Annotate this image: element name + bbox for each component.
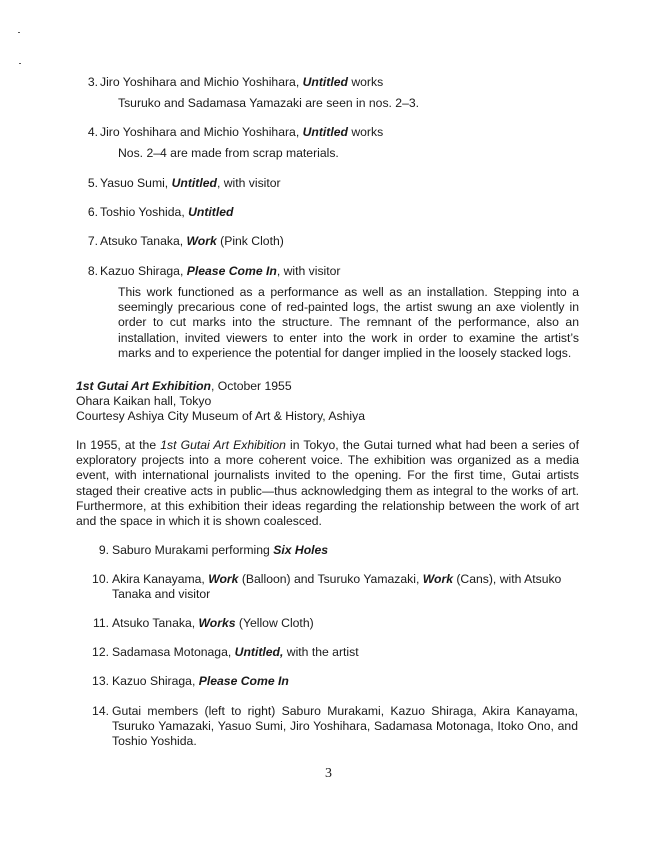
item-artist: Yasuo Sumi, — [100, 176, 172, 190]
item-suffix: (Pink Cloth) — [216, 234, 284, 248]
item-artist: Jiro Yoshihara and Michio Yoshihara, — [100, 125, 303, 139]
exhibition-header — [76, 379, 579, 425]
list-item-7 — [87, 234, 580, 249]
item-artist: Toshio Yoshida, — [100, 205, 189, 219]
list-item-10 — [92, 572, 578, 602]
list-item-8 — [87, 264, 580, 279]
item-title: Untitled — [188, 205, 234, 219]
list-item-13 — [92, 674, 578, 689]
scan-speck — [18, 32, 20, 33]
item-number: 10. — [92, 572, 109, 586]
item-suffix: , with visitor — [216, 176, 281, 190]
item-artist: Atsuko Tanaka, — [112, 616, 199, 630]
item-title: Work — [186, 234, 217, 248]
item-number: 3. — [87, 75, 98, 89]
list-item-12 — [92, 645, 578, 660]
item-4-note: Nos. 2–4 are made from scrap materials. — [118, 146, 339, 160]
exhibition-venue: Ohara Kaikan hall, Tokyo — [76, 394, 212, 409]
item-title: Work — [208, 572, 239, 586]
item-title-2: Work — [422, 572, 453, 586]
item-artist: Kazuo Shiraga, — [112, 674, 199, 688]
item-title: Untitled — [302, 125, 348, 139]
item-title: Untitled — [171, 176, 217, 190]
item-number: 8. — [87, 264, 98, 278]
item-number: 14. — [92, 704, 109, 718]
exhibition-title-line — [76, 379, 579, 394]
list-item-5 — [87, 176, 580, 191]
item-title: Please Come In — [186, 264, 277, 278]
intro-exhibition-title: 1st Gutai Art Exhibition — [160, 438, 286, 452]
item-artist: Kazuo Shiraga, — [100, 264, 187, 278]
item-suffix: , with visitor — [276, 264, 341, 278]
list-item-11 — [92, 616, 578, 631]
item-3-note: Tsuruko and Sadamasa Yamazaki are seen in nos. 2–3. — [118, 96, 420, 110]
exhibition-title: 1st Gutai Art Exhibition — [76, 379, 211, 393]
item-artist: Atsuko Tanaka, — [100, 234, 187, 248]
item-artist: Akira Kanayama, — [112, 572, 209, 586]
page-number: 3 — [325, 766, 332, 781]
item-title: Please Come In — [198, 674, 289, 688]
list-item-4 — [87, 125, 580, 140]
item-number: 11. — [92, 616, 109, 630]
item-number: 5. — [87, 176, 98, 190]
exhibition-intro-paragraph — [76, 438, 579, 529]
list-item-6 — [87, 205, 580, 220]
item-artist: Sadamasa Motonaga, — [112, 645, 235, 659]
item-artist: Jiro Yoshihara and Michio Yoshihara, — [100, 75, 303, 89]
item-number: 13. — [92, 674, 109, 688]
item-suffix: with the artist — [283, 645, 359, 659]
item-number: 9. — [98, 543, 109, 557]
item-suffix: (Cans), with Atsuko Tanaka and visitor — [112, 572, 562, 601]
item-number: 12. — [92, 645, 109, 659]
intro-text: In 1955, at the — [76, 438, 161, 452]
list-item-14 — [92, 704, 578, 749]
item-title: Untitled, — [234, 645, 284, 659]
list-item-3 — [87, 75, 580, 90]
exhibition-date: , October 1955 — [210, 379, 292, 393]
item-title: Untitled — [302, 75, 348, 89]
item-suffix: works — [347, 125, 384, 139]
item-artist: Saburo Murakami performing — [112, 543, 274, 557]
item-suffix: (Yellow Cloth) — [235, 616, 314, 630]
item-number: 7. — [87, 234, 98, 248]
list-item-9 — [98, 543, 578, 558]
item-number: 4. — [87, 125, 98, 139]
intro-text: in Tokyo, the Gutai turned what had been a series of exploratory projects into a more coherent voice. The exhibition was organized as a media event, with international journalists invited to the opening. For the first time, Gutai artists staged their creative acts in public—thus acknowledging them as integral to the works of art. Furthermore, at this exhibition their ideas regarding the relationship between the work of art and the space in which it is shown coalesced. — [76, 438, 579, 529]
scan-speck — [19, 63, 21, 64]
item-8-description: This work functioned as a performance as well as an installation. Stepping into a seemingly precarious cone of red-painted logs, the artist swung an axe violently in order to cut marks into the structure. The remnant of the performance, also an installation, invited viewers to enter into the work in order to examine the artist’s marks and to experience the potential for danger implied in the loosely stacked logs. — [118, 285, 579, 360]
exhibition-courtesy: Courtesy Ashiya City Museum of Art & History, Ashiya — [76, 409, 365, 424]
item-text: Gutai members (left to right) Saburo Murakami, Kazuo Shiraga, Akira Kanayama, Tsuruko Yamazaki, Yasuo Sumi, Jiro Yoshihara, Sadamasa Motonaga, Itoko Ono, and Toshio Yoshida. — [112, 704, 578, 748]
item-mid: (Balloon) and Tsuruko Yamazaki, — [238, 572, 423, 586]
item-suffix: works — [347, 75, 384, 89]
item-title: Works — [198, 616, 236, 630]
item-number: 6. — [87, 205, 98, 219]
item-title: Six Holes — [273, 543, 329, 557]
